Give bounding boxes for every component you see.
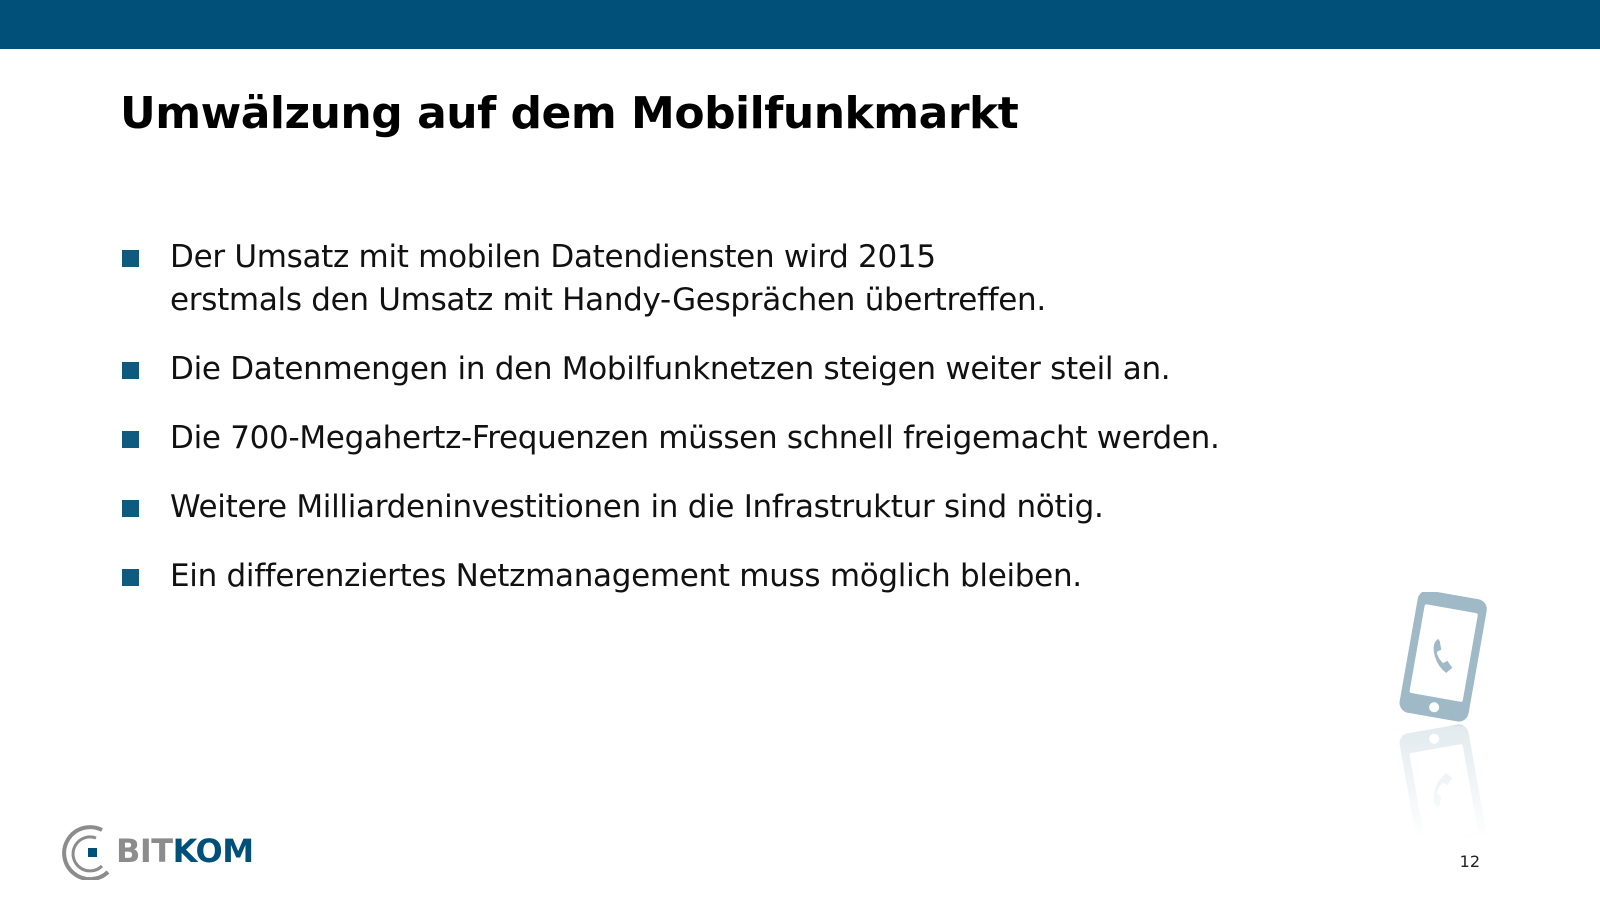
bullet-text: Die Datenmengen in den Mobilfunknetzen steigen weiter steil an. bbox=[170, 351, 1171, 387]
logo-text-bit: BIT bbox=[116, 832, 173, 870]
bullet-item bbox=[122, 555, 1322, 598]
square-bullet-icon bbox=[122, 362, 139, 379]
bullet-text: erstmals den Umsatz mit Handy-Gesprächen übertreffen. bbox=[170, 282, 1046, 318]
logo-text bbox=[116, 832, 254, 870]
bullet-text: Ein differenziertes Netzmanagement muss möglich bleiben. bbox=[170, 558, 1082, 594]
logo-text-kom: KOM bbox=[172, 832, 254, 870]
square-bullet-icon bbox=[122, 431, 139, 448]
bullet-item bbox=[122, 348, 1322, 391]
smartphone-icon bbox=[1388, 592, 1498, 852]
bullet-item bbox=[122, 417, 1322, 460]
bitkom-logo bbox=[62, 822, 262, 882]
bullet-item bbox=[122, 236, 1322, 322]
slide-title: Umwälzung auf dem Mobilfunkmarkt bbox=[120, 88, 1019, 139]
square-bullet-icon bbox=[122, 569, 139, 586]
bullet-list bbox=[122, 236, 1322, 624]
square-bullet-icon bbox=[122, 250, 139, 267]
square-bullet-icon bbox=[122, 500, 139, 517]
bullet-item bbox=[122, 486, 1322, 529]
bullet-text: Die 700-Megahertz-Frequenzen müssen schnell freigemacht werden. bbox=[170, 420, 1220, 456]
page-number: 12 bbox=[1459, 852, 1480, 871]
bullet-text: Weitere Milliardeninvestitionen in die Infrastruktur sind nötig. bbox=[170, 489, 1104, 525]
bullet-text: Der Umsatz mit mobilen Datendiensten wird 2015 bbox=[170, 239, 936, 275]
bitkom-logo-icon bbox=[62, 822, 118, 880]
top-bar bbox=[0, 0, 1600, 49]
